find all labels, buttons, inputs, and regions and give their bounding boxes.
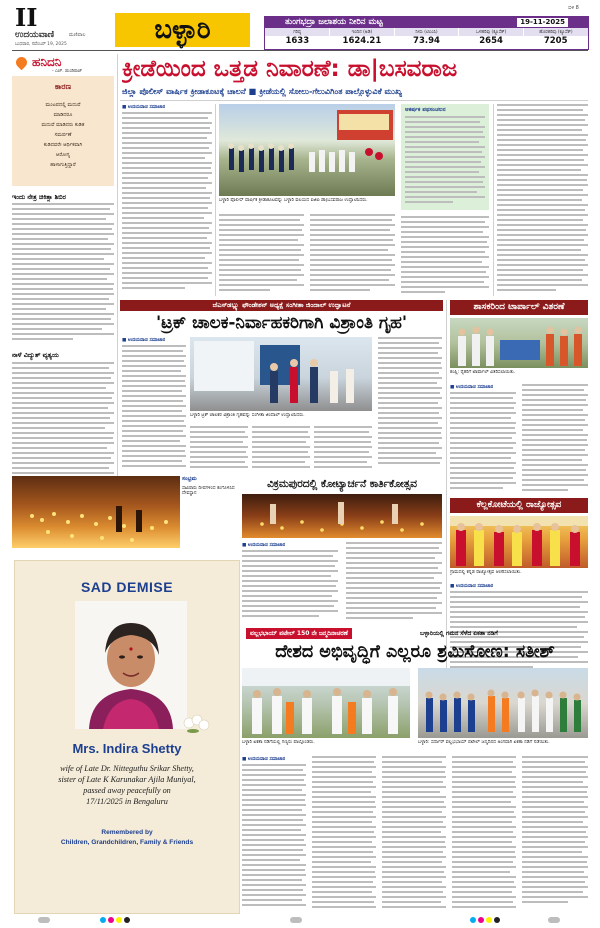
deepotsava-story [242, 476, 442, 624]
dam-value: 73.94 [413, 36, 440, 46]
reg-dot [124, 917, 130, 923]
truck-headline: 'ಟ್ರಕ್ ಚಾಲಕ-ನಿರ್ವಾಹಕರಿಗಾಗಿ ವಿಶ್ರಾಂತಿ ಗೃಹ' [155, 313, 408, 333]
rajyotsava-headline: ಕೆಲ್ಲಕೋಟೆಯಲ್ಲಿ ರಾಜ್ಯೋತ್ಸವ [476, 500, 562, 510]
lead-subheadline: ಜಿಲ್ಲಾ ಪೊಲೀಸ್ ವಾರ್ಷಿಕ ಕ್ರೀಡಾಕೂಟಕ್ಕೆ ಚಾಲನೆ ■ ಕ್ರೀಡೆಯಲ್ಲಿ ಸೋಲು-ಗೆಲುವಿಗಿಂತ ಪಾಲ್ಗೊಳ್ಳುವಿಕೆ ಮುಖ್ಯ [122, 86, 403, 96]
lead-photo-scene [219, 104, 395, 196]
patel-kicker-bar [242, 628, 588, 639]
poem-line: ಆರೋಗ್ಯ [55, 152, 71, 158]
lead-col4-text [401, 216, 489, 296]
deepotsava-photo-scene [12, 476, 180, 548]
deepotsava-kicker: ಸಂಭ್ರಮ [182, 476, 197, 482]
lead-col-rule [215, 104, 216, 296]
truck-col3-text [252, 426, 310, 470]
rajyotsava-head-bar [450, 498, 588, 513]
patel-col2-text [312, 756, 376, 912]
dam-header: ನೀರು (ಟಿಎಂಸಿ) [394, 28, 459, 36]
obituary-text [15, 763, 239, 807]
truck-story [120, 300, 443, 472]
poem-box [12, 76, 114, 186]
patel-photo-left [242, 668, 410, 738]
dam-table [265, 28, 588, 46]
reg-dot [470, 917, 476, 923]
patel-headline: ದೇಶದ ಅಭಿವೃದ್ಧಿಗೆ ಎಲ್ಲರೂ ಶ್ರಮಿಸೋಣ: ಸತೀಶ್ [275, 642, 555, 662]
deepotsava-side [182, 476, 240, 548]
obituary-family: Children, Grandchildren, Family & Friends [60, 839, 194, 846]
reg-dot [548, 917, 560, 923]
poem-line: ಸಮರ್ಪಣೆ [54, 132, 72, 138]
dam-value: 1624.21 [342, 36, 382, 46]
obituary-line: passed away peacefully on [83, 786, 171, 795]
lead-col-rule [493, 104, 494, 296]
poem-line: ಹಾಳಾಗುತ್ತಿದ್ದಾರೆ [50, 162, 76, 168]
district-banner [115, 13, 250, 47]
dam-header: ಹೊರಹರಿವು (ಕ್ಯೂಸೆಕ್) [539, 30, 573, 35]
hanidani-byline: - ಎಚ್. ಡುಂಡಿರಾಜ್ [52, 69, 83, 74]
reg-dot [486, 917, 492, 923]
poem-line: ಮಾಡಿದರೂ [53, 112, 73, 118]
tarpaulin-col2-text [522, 384, 588, 494]
obituary-line: wife of Late Dr. Nitteguthu Srikar Shetty, [60, 764, 194, 773]
poem-line: ಕುಡಿದವರೇ ಆರ್ಥಿಕವಾಗಿ [43, 142, 83, 148]
patel-col4-text [452, 756, 516, 912]
poem-lines [12, 100, 114, 170]
tarpaulin-headline: ಶಾಸಕರಿಂದ ಟಾರ್ಪಾಲ್ ವಿತರಣೆ [473, 302, 565, 312]
truck-dateline: ■ ಉದಯವಾಣಿ ಸಮಾಚಾರ [122, 338, 166, 343]
paper-name: ಉದಯವಾಣಿ [15, 30, 55, 40]
parade-box-text [405, 116, 485, 208]
obituary-ad [14, 560, 240, 914]
patel-caption-right: ಬಳ್ಳಾರಿ: ಸರ್ದಾರ್ ವಲ್ಲಭಭಾಯ್ ಪಟೇಲ್ ಜನ್ಮದಿನದ ಅಂಗವಾಗಿ ಏಕತಾ ನಡಿಗೆ ನಡೆಯಿತು. [418, 740, 550, 745]
truck-col4-text [314, 426, 372, 470]
poem-line: ಮಂಟಪದಲ್ಲಿ ಮದುವೆ [45, 102, 81, 108]
obituary-remembered: Remembered by [101, 829, 153, 836]
district-name: ಬಳ್ಳಾರಿ [154, 15, 211, 45]
masthead-rule [12, 50, 588, 51]
obituary-portrait [75, 601, 187, 729]
patel-photo-right [418, 668, 588, 738]
patel-caption-left: ಬಳ್ಳಾರಿ ಏಕತಾ ನಡಿಗೆಯಲ್ಲಿ ಗಣ್ಯರು ಪಾಲ್ಗೊಂಡರು. [242, 740, 315, 745]
deepotsava-photo [12, 476, 180, 548]
tarpaulin-col1-text [450, 392, 516, 494]
truck-photo-scene [190, 337, 372, 411]
sidebar [12, 54, 114, 522]
page-number: II [15, 3, 38, 32]
patel-photo-left-scene [242, 668, 410, 738]
hanidani-brand: ಹನಿದನಿ [32, 55, 62, 69]
deepotsava-dateline: ■ ಉದಯವಾಣಿ ಸಮಾಚಾರ [242, 543, 286, 548]
right-column-rule [446, 300, 447, 672]
dam-title: ತುಂಗಭದ್ರಾ ಜಲಾಶಯ ನೀರಿನ ಮಟ್ಟ [285, 17, 383, 27]
eye-camp-title: ಇಂದು ನೇತ್ರ ಚಿಕಿತ್ಸಾ ಶಿಬಿರ [12, 193, 66, 201]
obituary-heading: SAD DEMISE [80, 579, 174, 595]
sidebar-rule [117, 54, 118, 524]
lead-col3-text [310, 214, 395, 296]
truck-photo-caption: ಬಳ್ಳಾರಿ ಟ್ರಕ್ ಚಾಲಕರ ವಿಶ್ರಾಂತಿ ಗೃಹವನ್ನು ಸಂಗೀತಾ ಜಿಂದಾಲ್ ಉದ್ಘಾಟಿಸಿದರು. [190, 413, 305, 418]
drop-icon [14, 55, 30, 71]
reg-dot [108, 917, 114, 923]
tarpaulin-photo [450, 318, 588, 368]
rajyotsava-photo-scene [450, 516, 588, 568]
dam-header: ಇಂದಿನ (ಅಡಿ) [330, 28, 395, 36]
power-cut-title: ನಾಳೆ ವಿದ್ಯುತ್ ವ್ಯತ್ಯಯ [12, 351, 59, 359]
dam-date: 19-11-2025 [517, 18, 568, 27]
deepotsava-photo-2 [242, 494, 442, 538]
lead-story [120, 54, 588, 298]
flower-icon-svg [181, 713, 211, 735]
lead-photo-caption: ಬಳ್ಳಾರಿ ಪೊಲೀಸ್ ವಾರ್ಷಿಕ ಕ್ರೀಡಾಕೂಟವನ್ನು ಬಳ್ಳಾರಿ ವಲಯದ ಐಜಿಪಿ ಡಾ|ಬಸವರಾಜ ಉದ್ಘಾಟಿಸಿದರು. [219, 198, 368, 203]
lead-col1-text [122, 112, 212, 296]
lead-col5-text [497, 104, 588, 296]
tarpaulin-story [450, 300, 588, 496]
masthead [0, 0, 600, 50]
dam-value: 7205 [543, 36, 568, 46]
truck-kicker-bar [120, 300, 443, 311]
reg-dot [494, 917, 500, 923]
lead-headline: ಕ್ರೀಡೆಯಿಂದ ಒತ್ತಡ ನಿವಾರಣೆ: ಡಾ|ಬಸವರಾಜ [122, 56, 458, 82]
reg-dot [38, 917, 50, 923]
hanidani-badge [12, 54, 114, 74]
deepotsava-photo-note: ಸಾವಿರಾರು ದೀಪಗಳಿಂದ ಕಂಗೊಳಿಸಿದ ದೇವಸ್ಥಾನ [182, 486, 235, 497]
patel-col5-text [522, 756, 588, 912]
reg-dot [116, 917, 122, 923]
deepotsava-col2-text [346, 542, 442, 622]
obituary-line: 17/11/2025 in Bengaluru [86, 797, 168, 806]
truck-photo [190, 337, 372, 411]
obituary-photo-frame [75, 601, 187, 729]
truck-kicker: ಜೆಎಸ್‌ಡಬ್ಲ್ಯು ಫೌಂಡೇಶನ್ ಅಧ್ಯಕ್ಷೆ ಸಂಗೀತಾ ಜಿಂದಾಲ್ ಉದ್ಘಾಟನೆ [212, 301, 351, 309]
reg-dot [478, 917, 484, 923]
poem-title: ಕಾರಣ [54, 82, 72, 91]
tarpaulin-dateline: ■ ಉದಯವಾಣಿ ಸಮಾಚಾರ [450, 385, 494, 390]
dam-level-box [264, 16, 589, 50]
dam-value: 1633 [285, 36, 310, 46]
patel-photo-right-scene [418, 668, 588, 738]
lead-dateline: ■ ಉದಯವಾಣಿ ಸಮಾಚಾರ [122, 105, 166, 110]
truck-col5-text [378, 337, 442, 470]
dam-header: ಒಳಹರಿವು (ಕ್ಯೂಸೆಕ್) [459, 28, 524, 36]
parade-box [401, 104, 489, 210]
tarpaulin-caption: ಕಂಪ್ಲಿ: ರೈತರಿಗೆ ಟಾರ್ಪಾಲ್ ವಿತರಿಸಲಾಯಿತು. [450, 370, 516, 375]
reg-dot [290, 917, 302, 923]
reg-dot [100, 917, 106, 923]
rajyotsava-photo [450, 516, 588, 568]
tarpaulin-photo-scene [450, 318, 588, 368]
truck-col1-text [122, 345, 186, 470]
obituary-line: sister of Late K Karunakar Ajila Muniyal, [58, 775, 196, 784]
edition-tag: ಮಣಿಪಾಲ [69, 32, 86, 38]
patel-dateline: ■ ಉದಯವಾಣಿ ಸಮಾಚಾರ [242, 757, 286, 762]
dam-value: 2654 [479, 36, 503, 46]
deepotsava-headline: ವಿಕ್ರಮಪುರದಲ್ಲಿ ಕೋಟ್ಯಾರ್ಚನೆ ಕಾರ್ತಿಕೋತ್ಸವ [267, 478, 417, 490]
rajyotsava-dateline: ■ ಉದಯವಾಣಿ ಸಮಾಚಾರ [450, 584, 494, 589]
lead-photo [219, 104, 395, 196]
patel-col1-text [242, 764, 306, 912]
top-right-label: ಬಿಳಿ 8 [568, 5, 579, 11]
deepotsava-photo-2-scene [242, 494, 442, 538]
dam-header: ಗರಿಷ್ಠ [265, 28, 330, 36]
patel-kicker-right: ಬಳ್ಳಾರಿಯಲ್ಲಿ ಗಮನ ಸೆಳೆದ ಏಕತಾ ನಡಿಗೆ [420, 630, 498, 637]
rajyotsava-caption: ಗ್ರಾಮದಲ್ಲಿ ಕನ್ನಡ ರಾಜ್ಯೋತ್ಸವ ಆಚರಿಸಲಾಯಿತು. [450, 570, 522, 575]
poem-line: ಮದುವೆ ಮಾಡಿದರು ಕುಡಿತ [41, 122, 85, 128]
dateline: ಬುಧವಾರ, ನವೆಂಬರ್ 19, 2025 [15, 42, 67, 47]
tarpaulin-head-bar [450, 300, 588, 315]
eye-camp-text [12, 203, 114, 343]
patel-col3-text [382, 756, 446, 912]
parade-box-title: ಆಕರ್ಷಕ ಪಥಸಂಚಲನ [405, 107, 446, 113]
deepotsava-col1-text [242, 550, 338, 622]
patel-story [242, 628, 588, 914]
truck-col2-text [190, 426, 248, 470]
lead-rule [120, 100, 588, 101]
dam-title-bar [265, 17, 588, 28]
registration-marks [0, 916, 600, 926]
lead-col2-text [219, 214, 304, 296]
patel-kicker-left: ವಲ್ಲಭಭಾಯ್ ಪಟೇಲ್ 150 ನೇ ಜನ್ಮದಿನಾಚರಣೆ [246, 628, 352, 639]
obituary-name: Mrs. Indira Shetty [72, 741, 182, 756]
flower-icon [181, 713, 211, 735]
